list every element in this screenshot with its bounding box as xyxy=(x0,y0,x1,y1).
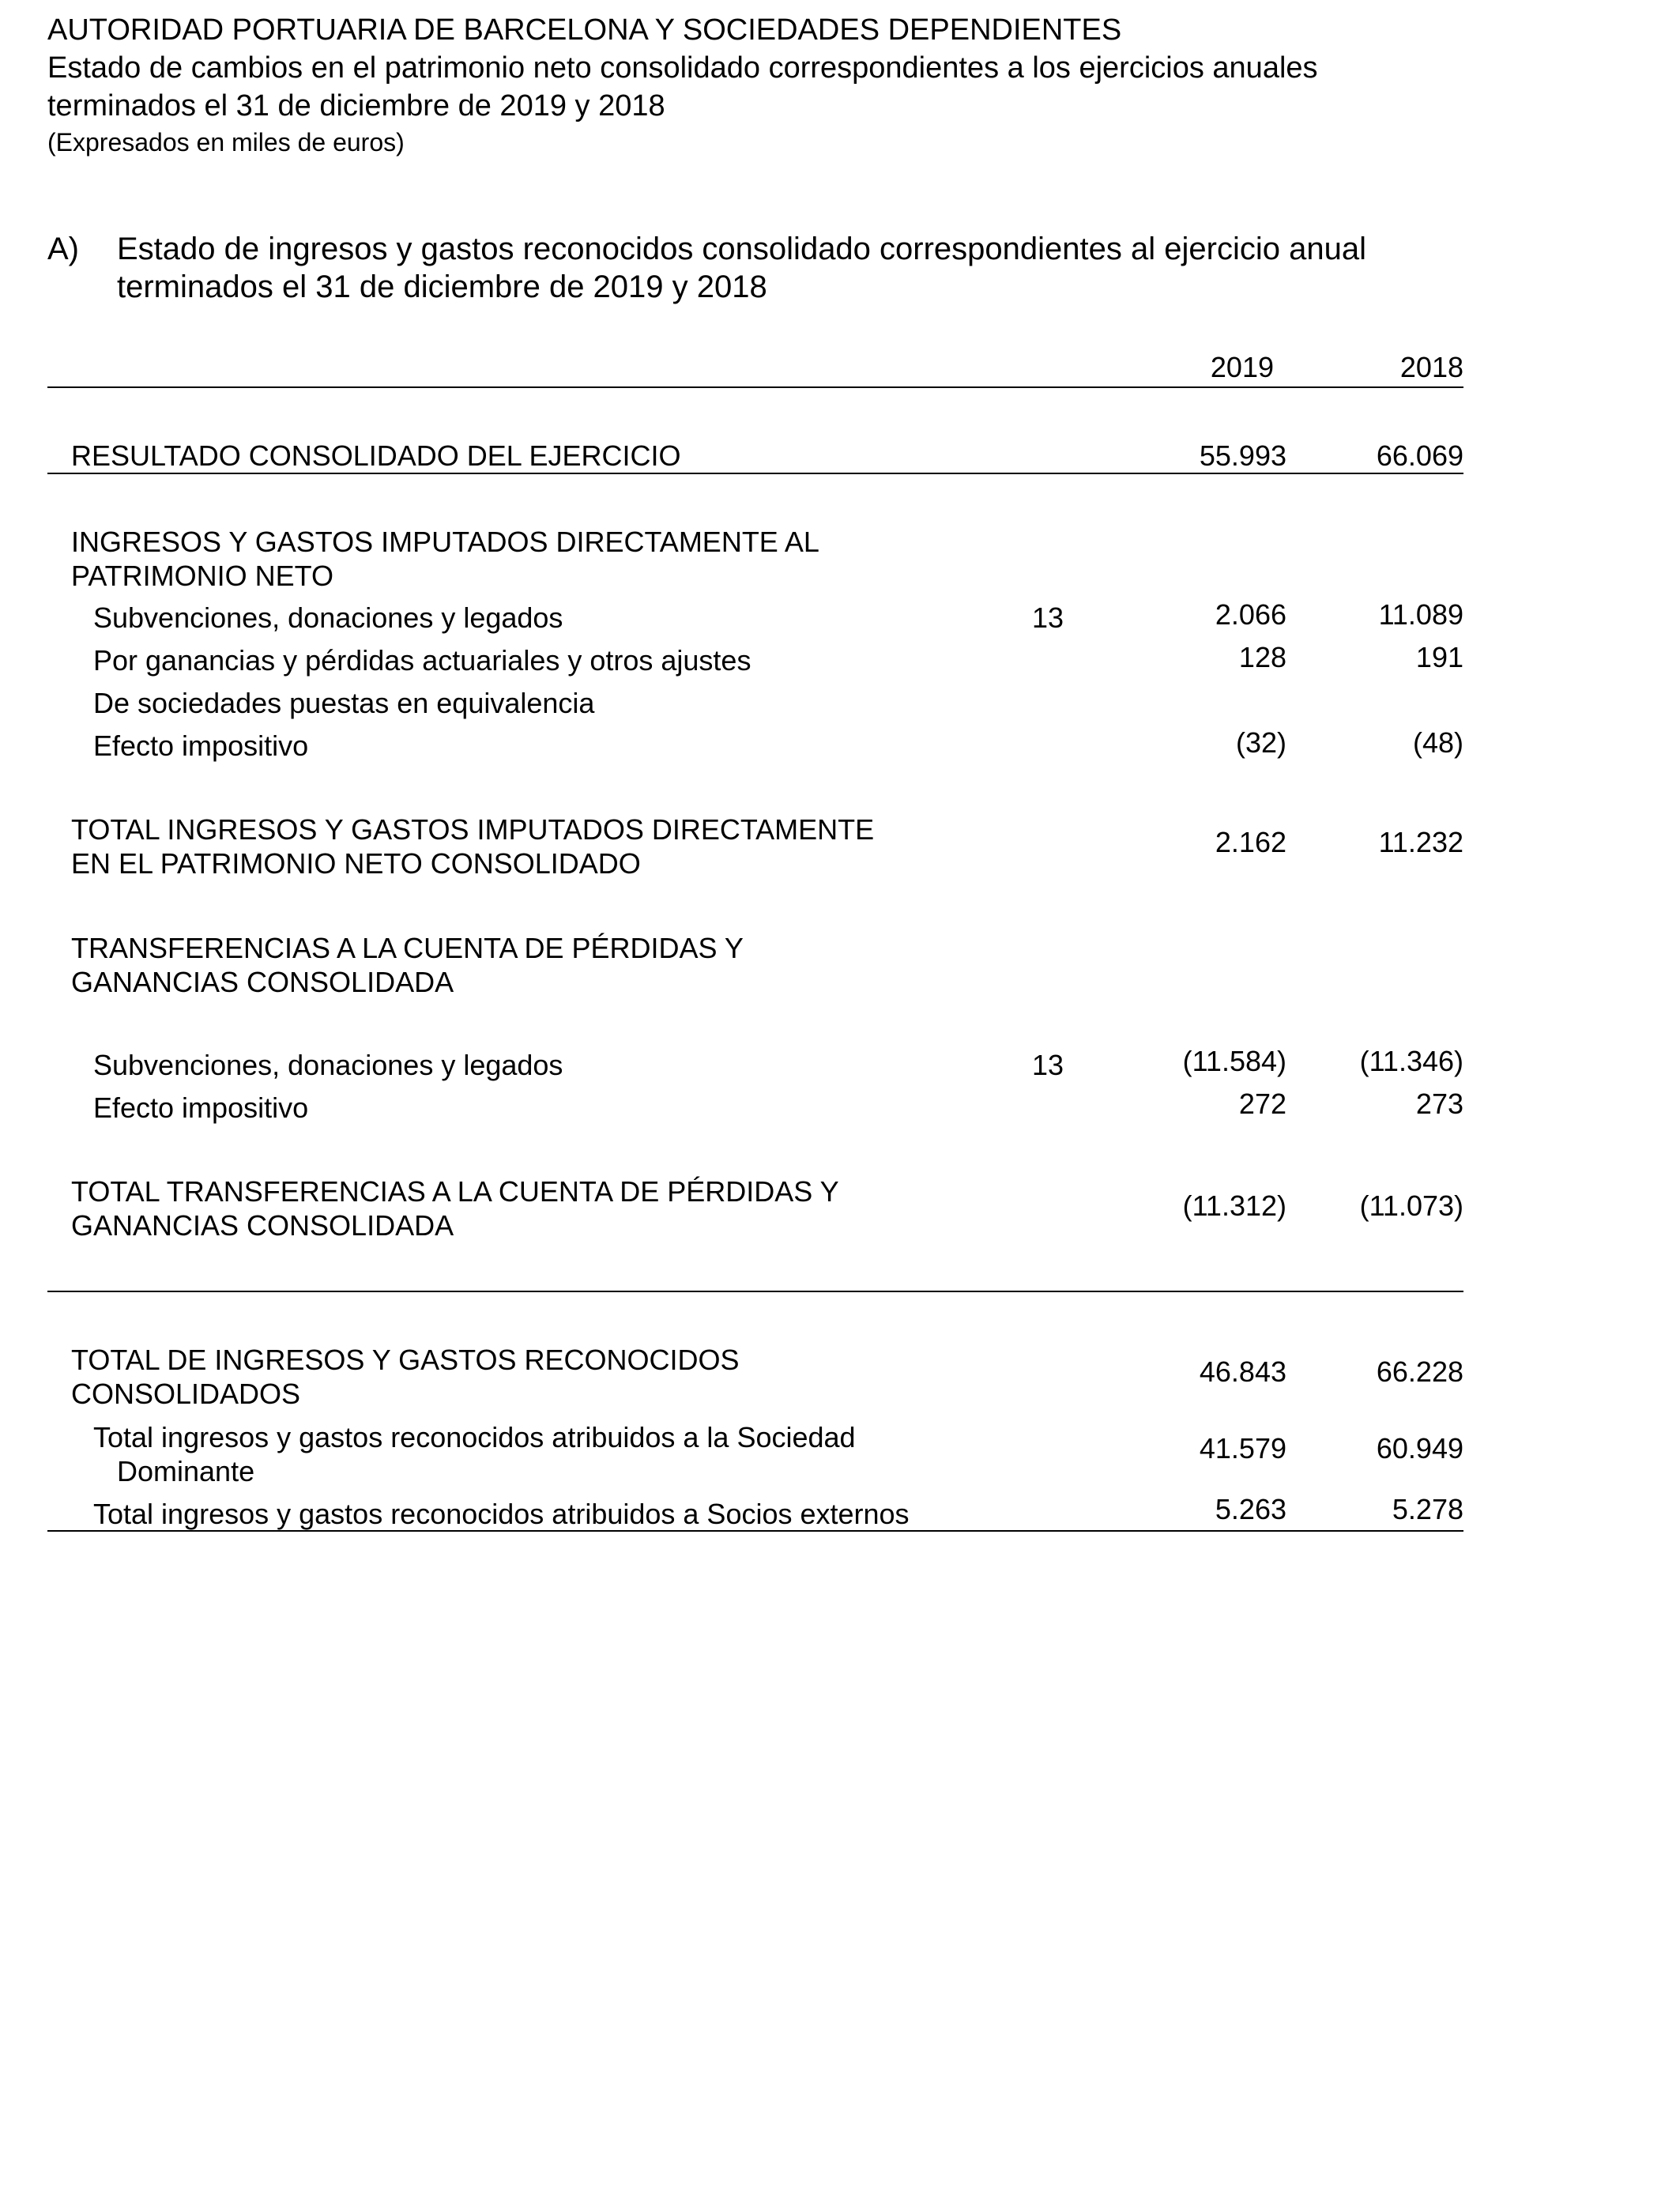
section-heading-transferencias-line1: TRANSFERENCIAS A LA CUENTA DE PÉRDIDAS Y xyxy=(71,932,744,964)
row-label-transfer-subvenciones: Subvenciones, donaciones y legados xyxy=(93,1049,563,1081)
value-efecto-impositivo-2018: (48) xyxy=(1412,726,1463,759)
header-rule xyxy=(47,386,1463,388)
section-heading-transferencias-line2: GANANCIAS CONSOLIDADA xyxy=(71,966,454,998)
units-note: (Expresados en miles de euros) xyxy=(47,128,405,156)
value-total-ingresos-2019: 2.162 xyxy=(1215,826,1286,858)
total-reconocidos-label-line1: TOTAL DE INGRESOS Y GASTOS RECONOCIDOS xyxy=(71,1344,740,1376)
value-resultado-2018: 66.069 xyxy=(1376,439,1463,472)
section-title-line1: Estado de ingresos y gastos reconocidos consolidado correspondientes al ejercicio anual xyxy=(117,232,1366,266)
row-label-resultado: RESULTADO CONSOLIDADO DEL EJERCICIO xyxy=(71,439,681,472)
note-ref-subvenciones: 13 xyxy=(1032,601,1064,634)
value-atribuidos-dominante-2019: 41.579 xyxy=(1199,1432,1286,1465)
value-transfer-subvenciones-2019: (11.584) xyxy=(1182,1045,1286,1077)
value-atribuidos-socios-2019: 5.263 xyxy=(1215,1493,1286,1525)
value-total-transfer-2018: (11.073) xyxy=(1359,1189,1463,1222)
value-atribuidos-dominante-2018: 60.949 xyxy=(1376,1432,1463,1465)
row-label-transfer-efecto: Efecto impositivo xyxy=(93,1091,309,1124)
section-letter: A) xyxy=(47,232,79,266)
value-total-reconocidos-2018: 66.228 xyxy=(1376,1355,1463,1388)
statement-title-line1: Estado de cambios en el patrimonio neto consolidado correspondientes a los ejercicios anuales xyxy=(47,51,1318,85)
note-ref-transfer-subvenciones: 13 xyxy=(1032,1049,1064,1081)
row-label-ganancias: Por ganancias y pérdidas actuariales y otros ajustes xyxy=(93,644,751,677)
bottom-rule xyxy=(47,1530,1463,1532)
row-label-efecto-impositivo: Efecto impositivo xyxy=(93,729,309,762)
value-transfer-efecto-2019: 272 xyxy=(1238,1088,1286,1120)
atribuidos-dominante-label-line2: Dominante xyxy=(117,1455,255,1487)
column-header-2018: 2018 xyxy=(1399,351,1463,383)
atribuidos-dominante-label-line1: Total ingresos y gastos reconocidos atribuidos a la Sociedad xyxy=(93,1421,856,1453)
value-transfer-subvenciones-2018: (11.346) xyxy=(1359,1045,1463,1077)
total-ingresos-label-line2: EN EL PATRIMONIO NETO CONSOLIDADO xyxy=(71,847,641,880)
column-header-2019: 2019 xyxy=(1210,351,1274,383)
company-name: AUTORIDAD PORTUARIA DE BARCELONA Y SOCIEDADES DEPENDIENTES xyxy=(47,13,1122,47)
section-title-line2: terminados el 31 de diciembre de 2019 y 2018 xyxy=(117,270,767,304)
value-efecto-impositivo-2019: (32) xyxy=(1235,726,1286,759)
value-total-ingresos-2018: 11.232 xyxy=(1378,826,1463,858)
total-transfer-label-line1: TOTAL TRANSFERENCIAS A LA CUENTA DE PÉRDIDAS Y xyxy=(71,1175,839,1208)
value-total-reconocidos-2019: 46.843 xyxy=(1199,1355,1286,1388)
value-total-transfer-2019: (11.312) xyxy=(1182,1189,1286,1222)
value-transfer-efecto-2018: 273 xyxy=(1415,1088,1463,1120)
row-label-subvenciones: Subvenciones, donaciones y legados xyxy=(93,601,563,634)
resultado-rule xyxy=(47,473,1463,474)
value-atribuidos-socios-2018: 5.278 xyxy=(1392,1493,1463,1525)
value-subvenciones-2019: 2.066 xyxy=(1215,598,1286,631)
value-ganancias-2019: 128 xyxy=(1238,641,1286,673)
section-heading-ingresos-line2: PATRIMONIO NETO xyxy=(71,560,334,592)
total-reconocidos-label-line2: CONSOLIDADOS xyxy=(71,1378,301,1410)
total-transfer-label-line2: GANANCIAS CONSOLIDADA xyxy=(71,1209,454,1242)
section-heading-ingresos-line1: INGRESOS Y GASTOS IMPUTADOS DIRECTAMENTE AL xyxy=(71,526,819,558)
statement-title-line2: terminados el 31 de diciembre de 2019 y 2018 xyxy=(47,89,665,123)
value-subvenciones-2018: 11.089 xyxy=(1378,598,1463,631)
atribuidos-socios-label: Total ingresos y gastos reconocidos atribuidos a Socios externos xyxy=(93,1498,910,1530)
value-resultado-2019: 55.993 xyxy=(1199,439,1286,472)
totals-rule xyxy=(47,1291,1463,1292)
total-ingresos-label-line1: TOTAL INGRESOS Y GASTOS IMPUTADOS DIRECTAMENTE xyxy=(71,813,875,846)
row-label-sociedades: De sociedades puestas en equivalencia xyxy=(93,687,595,719)
value-ganancias-2018: 191 xyxy=(1415,641,1463,673)
